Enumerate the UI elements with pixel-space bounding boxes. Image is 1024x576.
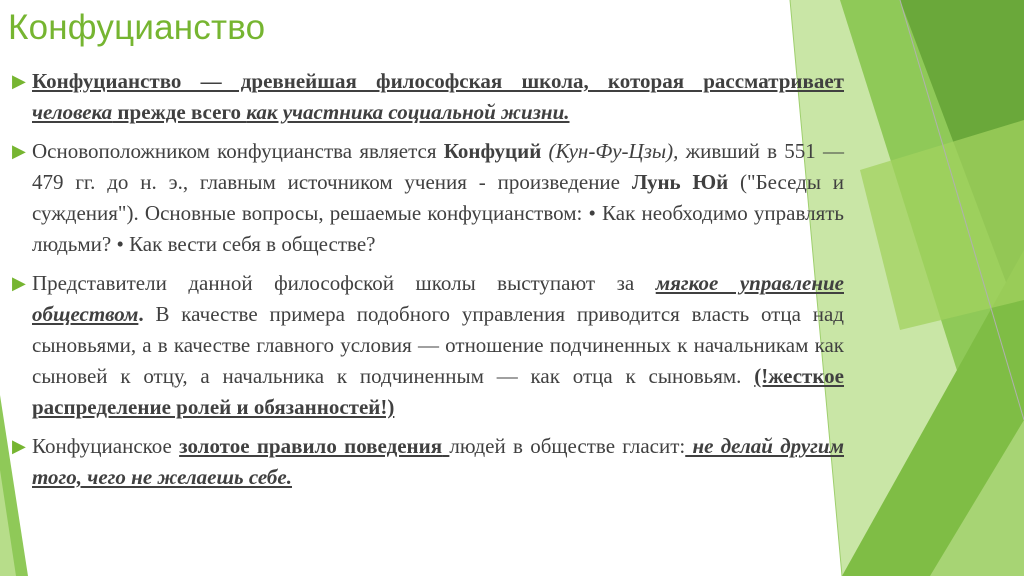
bullet-text — [32, 268, 844, 423]
text-span: Конфуций — [443, 139, 542, 163]
triangle-bullet-icon: ▶ — [12, 273, 26, 294]
text-span: ("Беседы и суждения"). Основные вопросы, решаемые конфуцианством: • Как необходимо управлять людьми? • Как вести себя в обществе? — [32, 170, 844, 256]
text-span: В качестве примера подобного управления приводится власть отца над сыновьями, а в качестве главного условия — отношение подчиненных к начальникам как сыновей к отцу, а начальника к подчиненным — как отца к сыновьям. — [32, 302, 844, 388]
bullet-text — [32, 431, 844, 493]
triangle-bullet-icon: ▶ — [12, 141, 26, 162]
text-span: прежде всего — [112, 100, 247, 124]
bullet-item-golden-rule — [12, 431, 844, 493]
text-span: золотое правило поведения — [179, 434, 443, 458]
text-span: живший в 551 — 479 гг. до н. э., главным источником учения - произведение — [32, 139, 844, 194]
text-span: . — [138, 302, 144, 326]
text-span: мягкое управление обществом — [32, 271, 844, 326]
text-span: (Кун-Фу-Цзы), — [541, 139, 679, 163]
slide-title: Конфуцианство — [8, 8, 266, 47]
text-span: человека — [32, 100, 113, 124]
triangle-bullet-icon: ▶ — [12, 71, 26, 92]
bullet-item-founder — [12, 136, 844, 260]
triangle-bullet-icon: ▶ — [12, 436, 26, 457]
text-span: не делай другим того, чего не желаешь себе. — [32, 434, 844, 489]
bullet-item-definition — [12, 66, 844, 128]
text-span: людей в обществе гласит: — [449, 434, 686, 458]
text-span: Конфуцианское — [32, 434, 180, 458]
text-span: как участника социальной жизни. — [246, 100, 570, 124]
text-span: Основоположником конфуцианства является — [32, 139, 444, 163]
text-span: Конфуцианство — древнейшая философская школа, которая рассматривает — [32, 69, 844, 93]
bullet-list — [12, 66, 844, 501]
bullet-text — [32, 66, 844, 128]
bullet-item-representatives — [12, 268, 844, 423]
text-span: Представители данной философской школы выступают за — [32, 271, 656, 295]
text-span: Лунь Юй — [631, 170, 729, 194]
text-span: (!жесткое распределение ролей и обязанностей!) — [32, 364, 844, 419]
bullet-text — [32, 136, 844, 260]
